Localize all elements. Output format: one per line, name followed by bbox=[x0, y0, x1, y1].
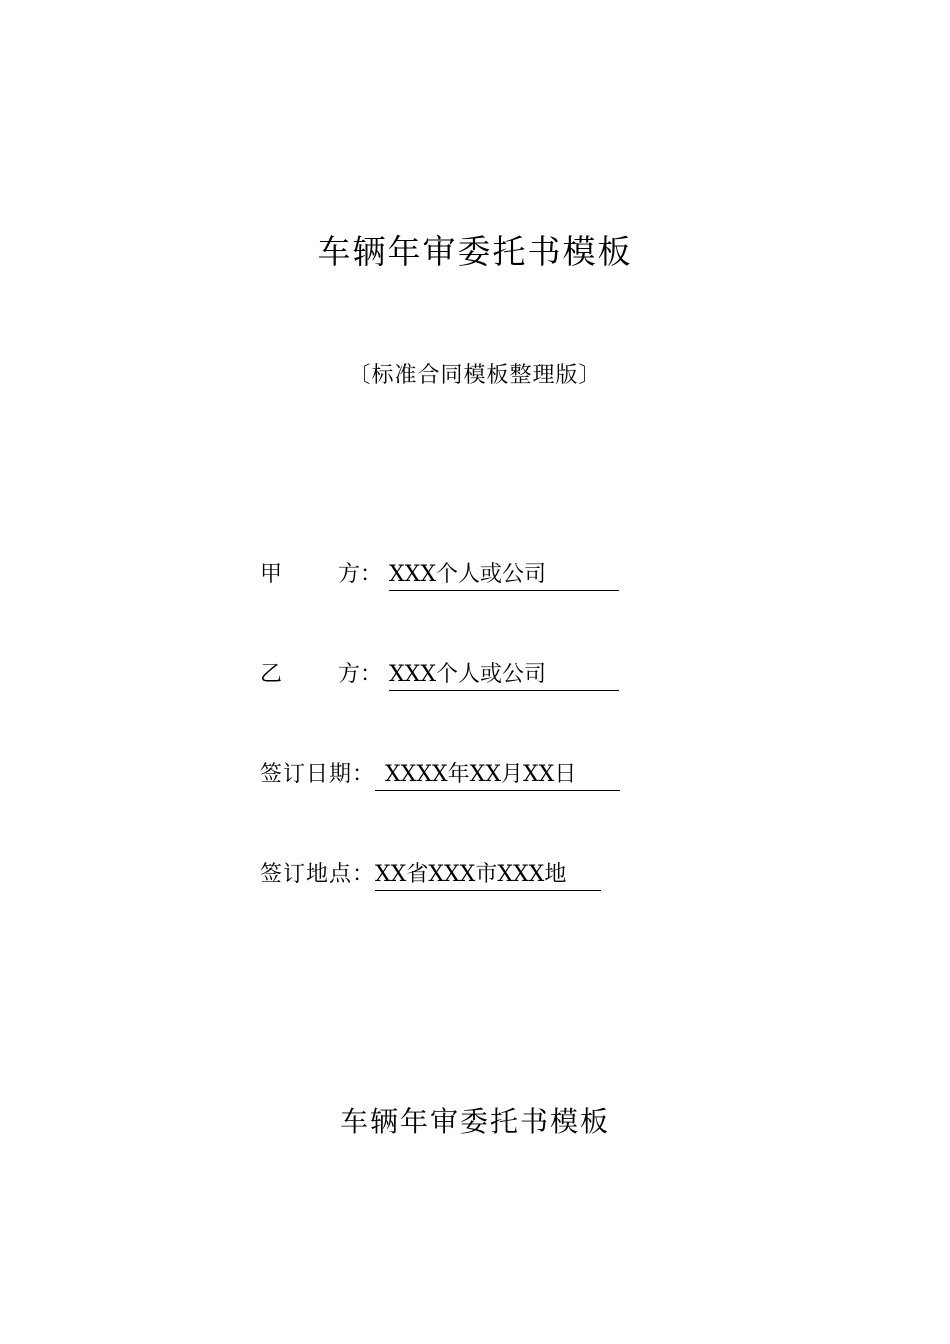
party-b-field bbox=[260, 658, 619, 692]
sign-place-value: XX省XXX市XXX地 bbox=[375, 860, 601, 891]
party-a-label bbox=[260, 558, 389, 592]
party-a-value: XXX个人或公司 bbox=[389, 560, 619, 591]
footer-title: 车辆年审委托书模板 bbox=[339, 1105, 610, 1138]
sign-place-field bbox=[260, 858, 601, 892]
sign-date-value: XXXX年XX月XX日 bbox=[375, 760, 620, 791]
party-a-label-last: 方： bbox=[338, 562, 383, 587]
party-a-label-first: 甲 bbox=[260, 562, 283, 587]
party-a-field bbox=[260, 558, 619, 592]
document-subtitle: 〔标准合同模板整理版〕 bbox=[348, 363, 602, 388]
sign-place-label: 签订地点： bbox=[260, 862, 376, 887]
sign-date-label: 签订日期： bbox=[260, 762, 376, 787]
party-b-label-last: 方： bbox=[338, 662, 383, 687]
document-title: 车辆年审委托书模板 bbox=[317, 232, 633, 271]
party-b-label-first: 乙 bbox=[260, 662, 283, 687]
party-b-label bbox=[260, 658, 389, 692]
sign-date-field bbox=[260, 758, 620, 792]
party-b-value: XXX个人或公司 bbox=[389, 660, 619, 691]
